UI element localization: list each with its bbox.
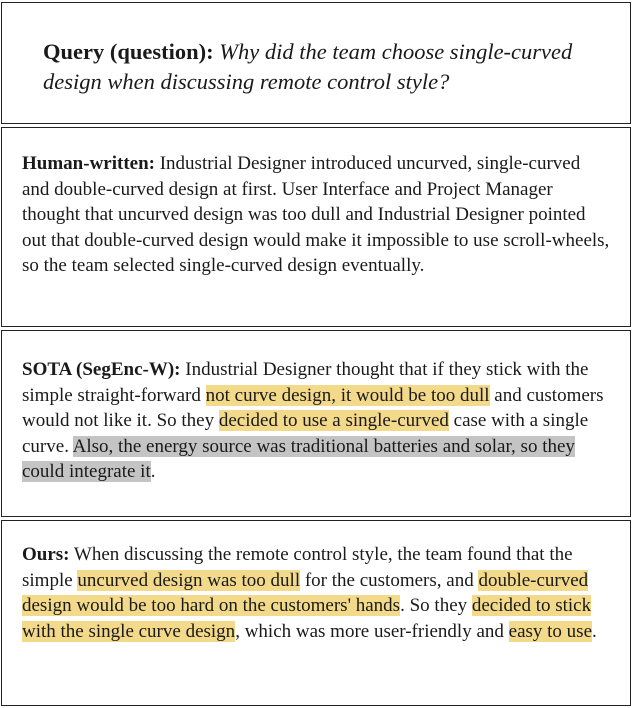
sota-text-1: Industrial Designer thought that if they stick with the simple straight-forward — [22, 359, 589, 406]
ours-label: Ours: — [22, 544, 70, 565]
ours-text-5: . — [592, 620, 597, 642]
human-written-box — [1, 127, 631, 327]
ours-highlight-4: easy to use — [508, 620, 593, 642]
query-box — [1, 2, 631, 124]
sota-label: SOTA (SegEnc-W): — [22, 359, 181, 380]
sota-paragraph — [22, 357, 612, 485]
ours-text-1: When discussing the remote control style, the team found that the simple — [22, 544, 573, 591]
ours-text-2: for the customers, and — [300, 569, 479, 591]
query-text — [43, 37, 583, 97]
human-written-text: Industrial Designer introduced uncurved, single-curved and double-curved design at first. User Interface and Project Manager thought that uncurved design was too dull and Industrial Designer pointed out that double-curved design would make it impossible to use scroll-wheels, so the team selected single-curved design eventually. — [22, 153, 610, 277]
ours-highlight-3: decided to stick with the single curve design — [22, 595, 592, 642]
ours-highlight-1: uncurved design was too dull — [77, 569, 301, 591]
ours-box — [1, 520, 631, 706]
sota-highlight-2: decided to use a single-curved — [218, 410, 449, 432]
sota-text-4: . — [150, 461, 156, 483]
sota-highlight-1: not curve design, it would be too dull — [205, 384, 490, 406]
sota-text-3: case with a single curve. — [22, 410, 589, 457]
ours-paragraph — [22, 542, 612, 644]
human-written-paragraph — [22, 151, 612, 279]
sota-gray-highlight: Also, the energy source was traditional batteries and solar, so they could integrate it — [22, 435, 575, 483]
ours-text-3: . So they — [400, 595, 472, 617]
sota-text-2: and customers would not like it. So they — [22, 384, 604, 432]
ours-text-4: , which was more user-friendly and — [235, 620, 509, 642]
human-written-label: Human-written: — [22, 153, 155, 174]
query-question: Why did the team choose single-curved design when discussing remote control style? — [43, 39, 573, 94]
ours-highlight-2: double-curved design would be too hard on the customers' hands — [22, 569, 589, 617]
sota-box — [1, 330, 631, 517]
query-label: Query (question): — [43, 39, 214, 64]
